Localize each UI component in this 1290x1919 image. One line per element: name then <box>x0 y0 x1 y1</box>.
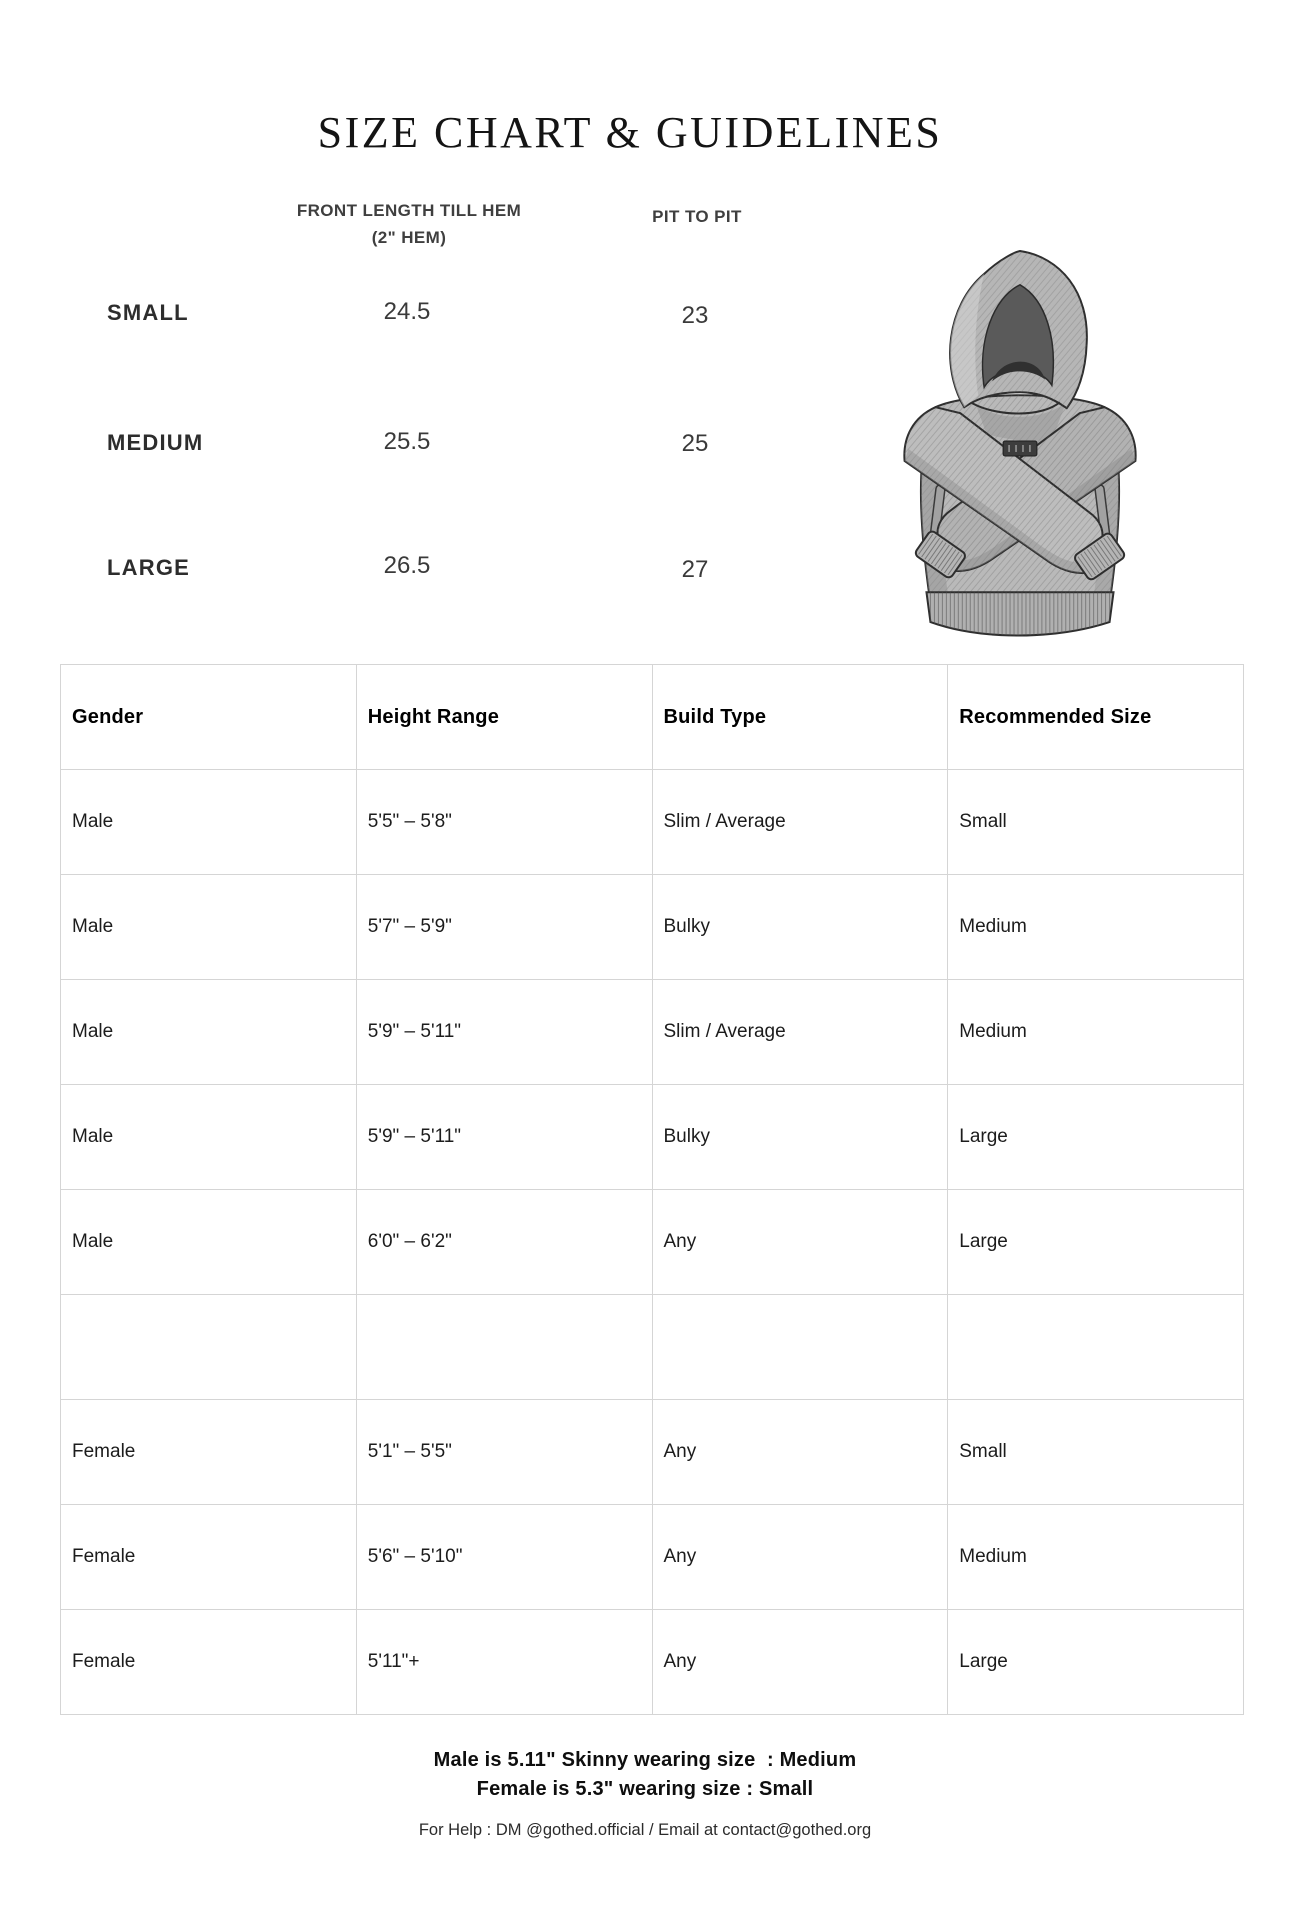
fit-note-male: Male is 5.11" Skinny wearing size : Medium <box>433 1749 857 1771</box>
table-row <box>61 1400 1244 1505</box>
table-row <box>61 980 1244 1085</box>
table-row <box>61 875 1244 980</box>
cell-build-type: Any <box>652 1190 948 1295</box>
cell-build-type: Any <box>652 1505 948 1610</box>
table-row <box>61 1505 1244 1610</box>
col-header-front-length-line2: (2" HEM) <box>371 228 447 247</box>
cell-recommended-size: Small <box>948 1400 1244 1505</box>
cell-gender: Male <box>61 1190 357 1295</box>
size-label-medium: MEDIUM <box>107 430 204 455</box>
size-label-large: LARGE <box>107 555 190 580</box>
col-header-front-length-line1: FRONT LENGTH TILL HEM <box>296 201 522 220</box>
cell-gender: Male <box>61 875 357 980</box>
cell-height-range: 6'0" – 6'2" <box>356 1190 652 1295</box>
fit-note-female: Female is 5.3" wearing size : Small <box>476 1778 814 1800</box>
cell-height-range: 5'6" – 5'10" <box>356 1505 652 1610</box>
table-header-row <box>61 665 1244 770</box>
medium-front-length-value: 25.5 <box>383 428 431 455</box>
table-row <box>61 1610 1244 1715</box>
cell-recommended-size: Large <box>948 1610 1244 1715</box>
large-front-length-value: 26.5 <box>383 552 431 579</box>
header-cell-recommended-size: Recommended Size <box>948 665 1244 770</box>
hoodie-sketch-illustration <box>880 246 1160 644</box>
header-cell-height-range: Height Range <box>356 665 652 770</box>
col-header-pit-to-pit: PIT TO PIT <box>652 207 742 226</box>
small-front-length-value: 24.5 <box>383 298 431 325</box>
cell-height-range <box>356 1295 652 1400</box>
cell-gender: Male <box>61 770 357 875</box>
cell-height-range: 5'9" – 5'11" <box>356 980 652 1085</box>
cell-build-type: Slim / Average <box>652 980 948 1085</box>
medium-pit-to-pit-value: 25 <box>681 430 709 457</box>
cell-build-type: Any <box>652 1610 948 1715</box>
cell-gender: Female <box>61 1400 357 1505</box>
cell-build-type: Slim / Average <box>652 770 948 875</box>
cell-height-range: 5'9" – 5'11" <box>356 1085 652 1190</box>
cell-gender: Male <box>61 980 357 1085</box>
table-row <box>61 770 1244 875</box>
table-row-empty <box>61 1295 1244 1400</box>
cell-recommended-size: Large <box>948 1190 1244 1295</box>
cell-recommended-size: Small <box>948 770 1244 875</box>
cell-recommended-size: Medium <box>948 875 1244 980</box>
cell-recommended-size <box>948 1295 1244 1400</box>
cell-height-range: 5'7" – 5'9" <box>356 875 652 980</box>
cell-height-range: 5'11"+ <box>356 1610 652 1715</box>
cell-gender: Female <box>61 1610 357 1715</box>
table-row <box>61 1190 1244 1295</box>
cell-recommended-size: Medium <box>948 980 1244 1085</box>
col-header-front-length <box>249 197 569 251</box>
large-pit-to-pit-value: 27 <box>681 556 709 583</box>
size-label-small: SMALL <box>107 300 189 325</box>
page-title: SIZE CHART & GUIDELINES <box>317 108 943 158</box>
cell-build-type: Bulky <box>652 875 948 980</box>
cell-recommended-size: Large <box>948 1085 1244 1190</box>
cell-height-range: 5'1" – 5'5" <box>356 1400 652 1505</box>
cell-build-type <box>652 1295 948 1400</box>
cell-build-type: Bulky <box>652 1085 948 1190</box>
cell-build-type: Any <box>652 1400 948 1505</box>
header-cell-gender: Gender <box>61 665 357 770</box>
size-guidelines-table <box>60 664 1244 1715</box>
small-pit-to-pit-value: 23 <box>681 302 709 329</box>
cell-gender: Female <box>61 1505 357 1610</box>
cell-gender: Male <box>61 1085 357 1190</box>
table-row <box>61 1085 1244 1190</box>
cell-height-range: 5'5" – 5'8" <box>356 770 652 875</box>
header-cell-build-type: Build Type <box>652 665 948 770</box>
cell-recommended-size: Medium <box>948 1505 1244 1610</box>
cell-gender <box>61 1295 357 1400</box>
help-contact-line: For Help : DM @gothed.official / Email at contact@gothed.org <box>418 1821 872 1839</box>
